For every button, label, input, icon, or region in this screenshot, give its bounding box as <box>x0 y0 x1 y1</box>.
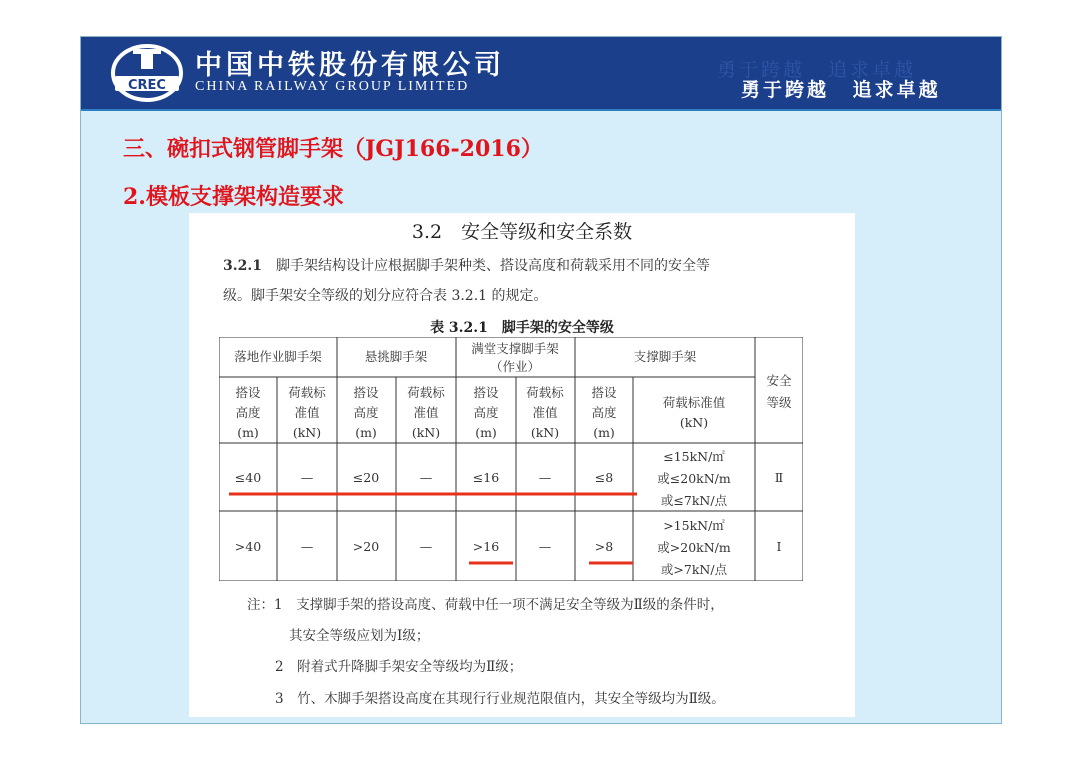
cell: 或>20kN/m <box>657 540 731 555</box>
svg-text:高度: 高度 <box>353 405 379 420</box>
cell: — <box>538 470 552 485</box>
cell: ≤15kN/㎡ <box>663 449 725 464</box>
slogan-part-1: 勇于跨越 <box>741 79 830 101</box>
group-header-3-line2: （作业） <box>489 359 541 374</box>
company-name-en: CHINA RAILWAY GROUP LIMITED <box>195 79 470 94</box>
cell: 或≤20kN/m <box>657 471 731 486</box>
slogan-shadow: 勇于跨越 追求卓越 <box>717 59 917 81</box>
logo-text: CREC <box>128 78 166 93</box>
cell: >20 <box>352 539 380 554</box>
cell: >8 <box>594 539 614 554</box>
clause-line-1: 3.2.1 脚手架结构设计应根据脚手架种类、搭设高度和荷载采用不同的安全等 <box>223 258 710 274</box>
svg-text:(m): (m) <box>355 425 377 440</box>
svg-text:准值: 准值 <box>294 405 320 420</box>
grade-header-line2: 等级 <box>766 395 792 410</box>
subheader-load-2 <box>407 385 445 440</box>
section-heading: 3.2 安全等级和安全系数 <box>411 221 633 243</box>
cell: — <box>300 539 314 554</box>
banner-divider <box>81 109 1001 111</box>
svg-text:搭设: 搭设 <box>235 385 261 400</box>
svg-text:高度: 高度 <box>235 405 261 420</box>
slide-subtitle: 2.模板支撑架构造要求 <box>123 184 344 210</box>
cell: >16 <box>472 539 500 554</box>
clause-number: 3.2.1 <box>223 258 262 274</box>
note-1-cont: 其安全等级应划为Ⅰ级； <box>289 628 430 644</box>
safety-grade-table <box>219 337 803 581</box>
subheader-load-4 <box>663 395 726 430</box>
cell: ≤8 <box>594 470 614 485</box>
svg-text:(m): (m) <box>237 425 259 440</box>
cell: — <box>538 539 552 554</box>
svg-text:搭设: 搭设 <box>473 385 499 400</box>
svg-text:搭设: 搭设 <box>353 385 379 400</box>
subheader-height-2 <box>353 385 379 440</box>
table-row-grade-1 <box>235 518 782 577</box>
subheader-height-3 <box>473 385 499 440</box>
grade-header-line1: 安全 <box>766 373 792 388</box>
svg-text:准值: 准值 <box>413 405 439 420</box>
svg-text:(m): (m) <box>593 425 615 440</box>
standard-excerpt <box>189 213 855 717</box>
svg-text:(m): (m) <box>475 425 497 440</box>
svg-text:荷载标: 荷载标 <box>526 385 564 400</box>
note-3: 3 竹、木脚手架搭设高度在其现行行业规范限值内，其安全等级均为Ⅱ级。 <box>275 691 725 707</box>
group-header-2: 悬挑脚手架 <box>364 349 428 364</box>
cell: >40 <box>234 539 262 554</box>
svg-text:搭设: 搭设 <box>591 385 617 400</box>
cell: — <box>419 470 433 485</box>
note-1: 注：1 支撑脚手架的搭设高度、荷载中任一项不满足安全等级为Ⅱ级的条件时， <box>247 597 724 613</box>
svg-text:准值: 准值 <box>532 405 558 420</box>
slide <box>80 36 1002 724</box>
svg-text:(kN): (kN) <box>292 425 322 440</box>
subheader-load-3 <box>526 385 564 440</box>
cell: — <box>300 470 314 485</box>
svg-text:高度: 高度 <box>473 405 499 420</box>
company-name-cn: 中国中铁股份有限公司 <box>195 50 505 81</box>
cell: 或≤7kN/点 <box>660 493 728 508</box>
cell: ≤16 <box>472 470 500 485</box>
cell: 或>7kN/点 <box>660 562 728 577</box>
note-2: 2 附着式升降脚手架安全等级均为Ⅱ级； <box>275 659 523 675</box>
group-header-3-line1: 满堂支撑脚手架 <box>471 341 559 356</box>
cell: Ⅰ <box>776 539 782 554</box>
table-row-grade-2 <box>235 449 783 508</box>
svg-text:(kN): (kN) <box>530 425 560 440</box>
svg-text:(kN): (kN) <box>679 415 709 430</box>
svg-text:(kN): (kN) <box>411 425 441 440</box>
cell: ≤20 <box>352 470 380 485</box>
group-header-4: 支撑脚手架 <box>633 349 697 364</box>
cell: Ⅱ <box>774 470 784 485</box>
slogan <box>741 75 941 102</box>
header-banner <box>81 37 1001 109</box>
slogan-part-2: 追求卓越 <box>852 79 941 101</box>
cell: ≤40 <box>234 470 262 485</box>
subheader-load-1 <box>288 385 326 440</box>
cell: — <box>419 539 433 554</box>
subheader-height-1 <box>235 385 261 440</box>
svg-text:荷载标: 荷载标 <box>407 385 445 400</box>
svg-text:荷载标: 荷载标 <box>288 385 326 400</box>
group-header-1: 落地作业脚手架 <box>234 349 322 364</box>
table-caption: 表 3.2.1 脚手架的安全等级 <box>430 320 614 336</box>
svg-text:高度: 高度 <box>591 405 617 420</box>
subheader-height-4 <box>591 385 617 440</box>
cell: >15kN/㎡ <box>663 518 725 533</box>
crec-logo-icon <box>109 43 185 103</box>
clause-line-2: 级。脚手架安全等级的划分应符合表 3.2.1 的规定。 <box>223 288 548 304</box>
slide-title: 三、碗扣式钢管脚手架（JGJ166-2016） <box>123 136 543 162</box>
svg-text:荷载标准值: 荷载标准值 <box>662 395 726 410</box>
